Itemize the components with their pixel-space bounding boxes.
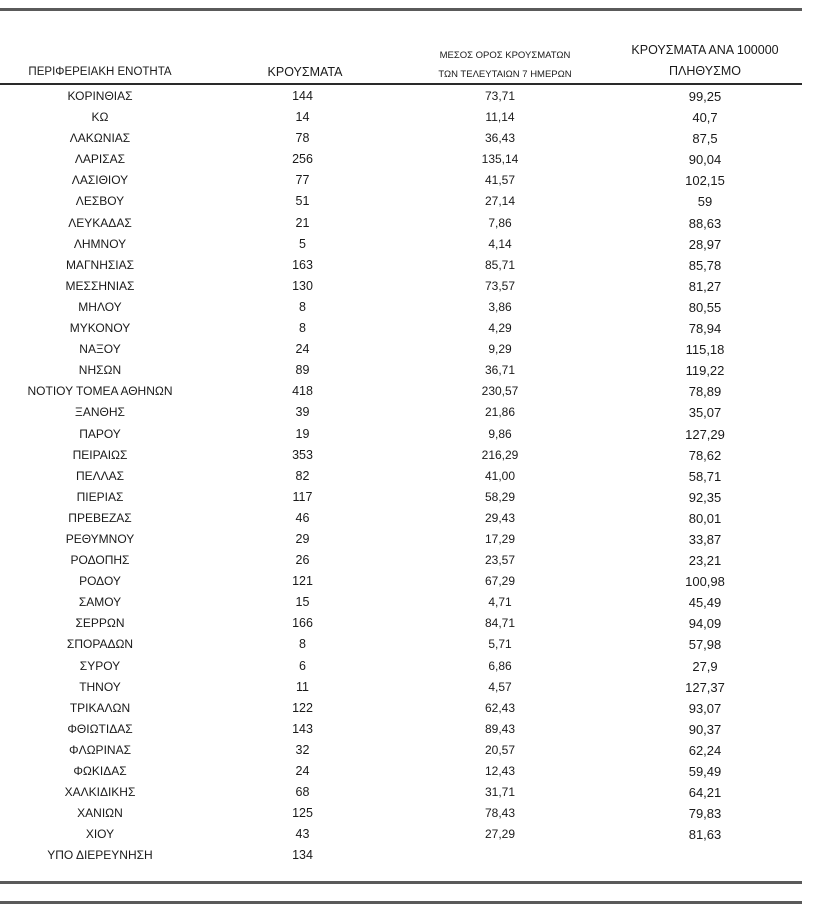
cell-region: ΡΟΔΟΥ — [79, 574, 121, 589]
table-row — [0, 424, 802, 445]
cell-cases: 8 — [299, 321, 306, 336]
cell-cases: 24 — [295, 342, 310, 357]
cell-avg-7-days: 89,43 — [484, 721, 516, 736]
table-row — [0, 170, 802, 191]
cell-cases: 130 — [292, 278, 313, 293]
cell-per-100000: 28,97 — [688, 236, 722, 252]
table-row — [0, 128, 802, 149]
cell-avg-7-days: 27,29 — [484, 827, 516, 842]
cell-region: ΦΛΩΡΙΝΑΣ — [69, 742, 131, 757]
cell-cases: 89 — [295, 363, 310, 378]
cell-avg-7-days: 9,29 — [488, 342, 512, 357]
cell-region: ΚΩ — [91, 110, 109, 125]
cell-region: ΝΑΞΟΥ — [79, 342, 121, 357]
cell-avg-7-days: 73,57 — [484, 278, 516, 293]
cell-avg-7-days: 4,71 — [488, 595, 512, 610]
cell-per-100000: 78,89 — [688, 384, 722, 400]
table-row — [0, 255, 802, 276]
cell-cases: 5 — [299, 236, 306, 251]
table-row — [0, 381, 802, 402]
cell-avg-7-days: 85,71 — [484, 257, 516, 272]
table-row — [0, 86, 802, 107]
cell-per-100000: 85,78 — [688, 257, 722, 273]
cell-region: ΠΑΡΟΥ — [79, 426, 121, 441]
cell-region: ΛΑΡΙΣΑΣ — [74, 152, 126, 167]
cell-avg-7-days: 27,14 — [484, 194, 516, 209]
table-row — [0, 445, 802, 466]
cell-cases: 26 — [295, 553, 310, 568]
cell-cases: 24 — [295, 764, 310, 778]
table-row — [0, 508, 802, 529]
cell-avg-7-days: 36,71 — [484, 363, 516, 378]
cell-per-100000: 40,7 — [692, 110, 718, 126]
table-row — [0, 234, 802, 255]
table-row — [0, 677, 802, 698]
cell-cases: 29 — [295, 531, 310, 546]
table-row — [0, 339, 802, 360]
cell-cases: 166 — [292, 616, 313, 631]
cell-per-100000: 90,37 — [688, 721, 722, 737]
cell-cases: 46 — [295, 510, 310, 525]
cell-per-100000: 45,49 — [688, 595, 722, 611]
cell-region: ΣΑΜΟΥ — [78, 595, 122, 610]
cell-avg-7-days: 73,71 — [484, 89, 516, 103]
cell-avg-7-days: 20,57 — [484, 742, 516, 757]
cell-per-100000: 127,29 — [685, 426, 725, 442]
table-row — [0, 571, 802, 592]
cell-per-100000: 81,63 — [688, 827, 722, 843]
cell-region: ΣΥΡΟΥ — [79, 658, 121, 673]
cell-cases: 6 — [299, 658, 306, 673]
cell-per-100000: 80,01 — [688, 510, 722, 526]
cell-region: ΧΑΛΚΙΔΙΚΗΣ — [64, 785, 136, 800]
cell-avg-7-days: 36,43 — [484, 131, 516, 146]
header-divider — [0, 83, 802, 85]
cell-region: ΦΩΚΙΔΑΣ — [73, 764, 127, 778]
cell-avg-7-days: 21,86 — [484, 405, 516, 420]
cell-per-100000: 90,04 — [688, 152, 722, 168]
cell-cases: 77 — [295, 173, 310, 188]
table-row — [0, 634, 802, 655]
cell-cases: 143 — [292, 721, 313, 736]
cell-region: ΜΗΛΟΥ — [78, 299, 122, 314]
cell-avg-7-days: 4,14 — [488, 236, 512, 251]
cell-region: ΝΗΣΩΝ — [78, 363, 122, 378]
table-row — [0, 529, 802, 550]
cell-avg-7-days: 216,29 — [481, 447, 519, 462]
cell-region: ΣΠΟΡΑΔΩΝ — [66, 637, 134, 652]
cell-cases: 19 — [295, 426, 310, 441]
header-per100k-line1: ΚΡΟΥΣΜΑΤΑ ΑΝΑ 100000 — [631, 43, 779, 57]
cell-cases: 21 — [295, 215, 310, 230]
cell-cases: 15 — [295, 595, 310, 610]
cell-region: ΦΘΙΩΤΙΔΑΣ — [67, 721, 133, 736]
cell-region: ΝΟΤΙΟΥ ΤΟΜΕΑ ΑΘΗΝΩΝ — [27, 384, 173, 399]
table-row — [0, 487, 802, 508]
cell-per-100000: 58,71 — [688, 468, 722, 484]
cell-cases: 14 — [295, 110, 310, 125]
cell-avg-7-days: 62,43 — [484, 700, 516, 715]
cell-region: ΞΑΝΘΗΣ — [75, 405, 125, 420]
cell-avg-7-days: 5,71 — [488, 637, 512, 652]
cell-per-100000: 64,21 — [688, 785, 722, 801]
table-row — [0, 698, 802, 719]
cell-region: ΡΟΔΟΠΗΣ — [70, 553, 130, 568]
table-row — [0, 803, 802, 824]
cell-cases: 8 — [299, 299, 306, 314]
cell-avg-7-days: 41,00 — [484, 468, 516, 483]
table-row — [0, 740, 802, 761]
cell-cases: 125 — [292, 806, 313, 821]
cell-avg-7-days: 58,29 — [484, 489, 516, 504]
cell-per-100000: 78,94 — [688, 321, 722, 337]
cell-region: ΚΟΡΙΝΘΙΑΣ — [67, 89, 133, 103]
cell-region: ΥΠΟ ΔΙΕΡΕΥΝΗΣΗ — [47, 848, 153, 863]
top-rule — [0, 8, 802, 11]
table-row — [0, 719, 802, 740]
header-cases: ΚΡΟΥΣΜΑΤΑ — [267, 65, 343, 79]
cell-avg-7-days: 67,29 — [484, 574, 516, 589]
bottom-rule — [0, 881, 802, 884]
cell-region: ΠΡΕΒΕΖΑΣ — [68, 510, 132, 525]
cell-per-100000: 93,07 — [688, 700, 722, 716]
header-avg-line1: ΜΕΣΟΣ ΟΡΟΣ ΚΡΟΥΣΜΑΤΩΝ — [439, 50, 571, 61]
table-row — [0, 402, 802, 423]
cell-cases: 144 — [292, 89, 313, 103]
cell-cases: 122 — [292, 700, 313, 715]
cell-avg-7-days: 31,71 — [484, 785, 516, 800]
cell-region: ΜΥΚΟΝΟΥ — [69, 321, 131, 336]
cell-avg-7-days: 23,57 — [484, 553, 516, 568]
cell-per-100000: 57,98 — [688, 637, 722, 653]
cell-per-100000: 23,21 — [688, 553, 722, 569]
table-row — [0, 466, 802, 487]
cell-cases: 11 — [296, 679, 309, 694]
cell-region: ΡΕΘΥΜΝΟΥ — [65, 531, 135, 546]
table-row — [0, 592, 802, 613]
cell-avg-7-days: 9,86 — [488, 426, 512, 441]
cell-per-100000: 92,35 — [688, 489, 722, 505]
cell-per-100000: 81,27 — [688, 278, 722, 294]
cell-per-100000: 80,55 — [688, 299, 722, 315]
cell-region: ΛΕΥΚΑΔΑΣ — [68, 215, 132, 230]
cell-avg-7-days: 230,57 — [481, 384, 519, 399]
cell-region: ΛΕΣΒΟΥ — [75, 194, 125, 209]
cell-avg-7-days: 3,86 — [488, 299, 512, 314]
cell-region: ΠΙΕΡΙΑΣ — [76, 489, 124, 504]
cell-cases: 51 — [295, 194, 310, 209]
cell-cases: 68 — [295, 785, 310, 800]
cell-cases: 418 — [292, 384, 313, 399]
table-row — [0, 761, 802, 782]
cell-region: ΠΕΛΛΑΣ — [75, 468, 125, 483]
cell-region: ΧΙΟΥ — [85, 827, 115, 842]
cell-per-100000: 87,5 — [692, 131, 718, 147]
table-row — [0, 276, 802, 297]
cell-region: ΛΗΜΝΟΥ — [73, 236, 127, 251]
cell-per-100000: 33,87 — [688, 531, 722, 547]
cell-avg-7-days: 84,71 — [484, 616, 516, 631]
cell-region: ΜΑΓΝΗΣΙΑΣ — [65, 257, 135, 272]
cell-avg-7-days: 11,14 — [485, 110, 515, 125]
cell-region: ΣΕΡΡΩΝ — [75, 616, 125, 631]
header-avg-line2: ΤΩΝ ΤΕΛΕΥΤΑΙΩΝ 7 ΗΜΕΡΩΝ — [438, 69, 572, 80]
cell-avg-7-days: 4,29 — [488, 321, 512, 336]
cell-per-100000: 88,63 — [688, 215, 722, 231]
table-row — [0, 782, 802, 803]
cell-per-100000: 59,49 — [688, 764, 722, 779]
cell-avg-7-days: 41,57 — [484, 173, 516, 188]
cell-avg-7-days: 29,43 — [484, 510, 516, 525]
cell-avg-7-days: 4,57 — [488, 679, 512, 694]
cell-avg-7-days: 12,43 — [484, 764, 516, 778]
cell-region: ΠΕΙΡΑΙΩΣ — [72, 447, 128, 462]
cell-per-100000: 119,22 — [685, 363, 725, 379]
table-row — [0, 191, 802, 212]
cell-per-100000: 99,25 — [688, 89, 722, 104]
cell-avg-7-days: 135,14 — [481, 152, 519, 167]
cell-per-100000: 78,62 — [688, 447, 722, 463]
cell-avg-7-days: 7,86 — [488, 215, 512, 230]
cell-per-100000: 27,9 — [692, 658, 718, 674]
table-row — [0, 656, 802, 677]
table-row — [0, 550, 802, 571]
cell-per-100000: 59 — [697, 194, 713, 210]
cell-avg-7-days: 6,86 — [488, 658, 512, 673]
cell-per-100000: 79,83 — [688, 806, 722, 822]
table-row — [0, 613, 802, 634]
cell-per-100000: 35,07 — [688, 405, 722, 421]
table-row — [0, 360, 802, 381]
cell-cases: 353 — [292, 447, 313, 462]
header-avg-7-days — [400, 46, 610, 84]
cell-cases: 121 — [292, 574, 313, 589]
table-row — [0, 213, 802, 234]
cell-cases: 256 — [292, 152, 313, 167]
header-region: ΠΕΡΙΦΕΡΕΙΑΚΗ ΕΝΟΤΗΤΑ — [28, 66, 172, 78]
cell-avg-7-days: 17,29 — [484, 531, 516, 546]
cell-region: ΜΕΣΣΗΝΙΑΣ — [65, 278, 135, 293]
cell-per-100000: 102,15 — [685, 173, 725, 189]
cell-per-100000: 94,09 — [688, 616, 722, 632]
table-row — [0, 297, 802, 318]
cell-avg-7-days: 78,43 — [484, 806, 516, 821]
cell-cases: 8 — [299, 637, 306, 652]
table-body — [0, 86, 802, 866]
table-row — [0, 845, 802, 866]
cell-cases: 163 — [292, 257, 313, 272]
cell-region: ΛΑΚΩΝΙΑΣ — [69, 131, 131, 146]
table-header — [0, 38, 802, 84]
cell-cases: 117 — [292, 489, 313, 504]
header-per100k-line2: ΠΛΗΘΥΣΜΟ — [669, 64, 741, 78]
table-row — [0, 149, 802, 170]
cell-region: ΛΑΣΙΘΙΟΥ — [71, 173, 129, 188]
table-row — [0, 107, 802, 128]
cell-cases: 82 — [295, 468, 310, 483]
cell-cases: 78 — [295, 131, 310, 146]
table-row — [0, 824, 802, 845]
cell-per-100000: 127,37 — [685, 679, 725, 695]
cell-cases: 32 — [295, 742, 310, 757]
cell-per-100000: 62,24 — [688, 742, 722, 758]
cell-region: ΧΑΝΙΩΝ — [77, 806, 123, 821]
cell-region: ΤΡΙΚΑΛΩΝ — [69, 700, 131, 715]
cell-region: ΤΗΝΟΥ — [79, 679, 121, 694]
cell-cases: 134 — [292, 848, 313, 863]
cell-cases: 39 — [295, 405, 310, 420]
cell-per-100000: 115,18 — [685, 342, 725, 358]
cell-per-100000: 100,98 — [685, 574, 725, 590]
header-per-100000 — [600, 40, 810, 82]
table-row — [0, 318, 802, 339]
cell-cases: 43 — [295, 827, 310, 842]
bottom-rule-2 — [0, 901, 802, 904]
